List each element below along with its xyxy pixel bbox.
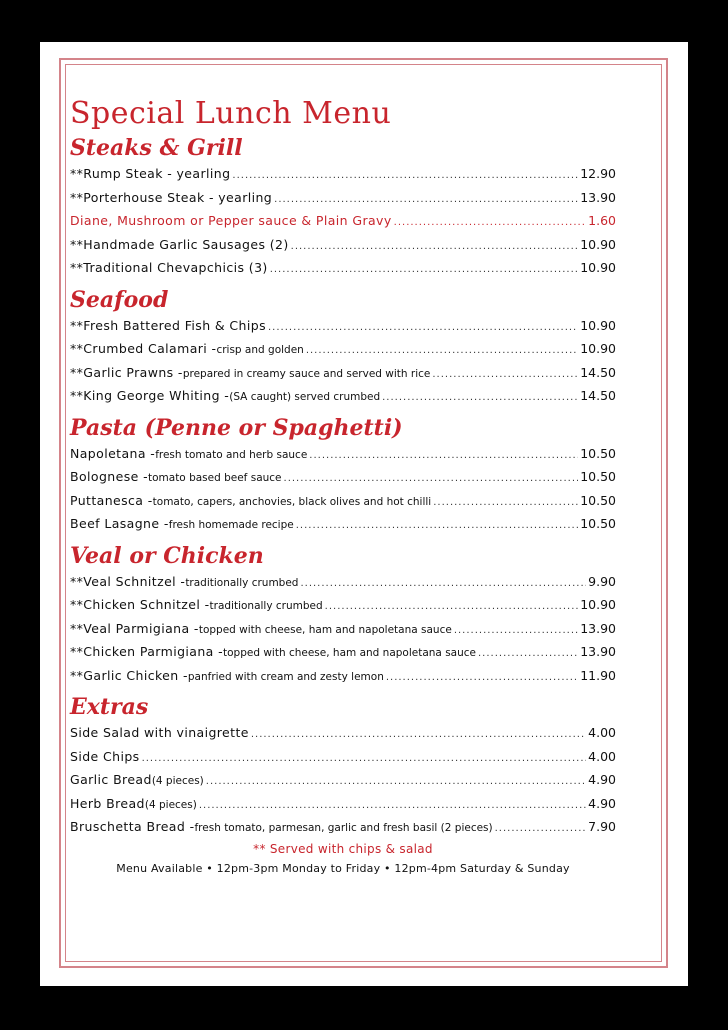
menu-item: Garlic Bread (4 pieces) ..... 4.90: [70, 768, 616, 792]
menu-item: **Porterhouse Steak - yearling ..... 13.90: [70, 186, 616, 210]
menu-item: Puttanesca - tomato, capers, anchovies, black olives and hot chilli ..... 10.50: [70, 489, 616, 513]
menu-item: **Veal Schnitzel - traditionally crumbed ..... 9.90: [70, 570, 616, 594]
section-heading-pasta: Pasta (Penne or Spaghetti): [70, 414, 403, 441]
section-heading-steaks: Steaks & Grill: [70, 135, 243, 161]
menu-item: Side Chips ..... 4.00: [70, 745, 616, 769]
menu-item: **Chicken Parmigiana - topped with cheese, ham and napoletana sauce ..... 13.90: [70, 640, 616, 664]
menu-item: **Veal Parmigiana - topped with cheese, ham and napoletana sauce ..... 13.90: [70, 617, 616, 641]
section-heading-seafood: Seafood: [70, 286, 169, 313]
availability-note: Menu Available • 12pm-3pm Monday to Friday • 12pm-4pm Saturday & Sunday: [116, 861, 570, 875]
menu-item: **Garlic Chicken - panfried with cream and zesty lemon ..... 11.90: [70, 664, 616, 688]
menu-content: [70, 94, 616, 879]
menu-item: **Handmade Garlic Sausages (2) ..... 10.90: [70, 233, 616, 257]
menu-item: Herb Bread (4 pieces) ..... 4.90: [70, 792, 616, 816]
menu-title: Special Lunch Menu: [70, 96, 392, 131]
menu-item: Bolognese - tomato based beef sauce ..... 10.50: [70, 465, 616, 489]
section-heading-veal-chicken: Veal or Chicken: [70, 542, 264, 569]
menu-item: **King George Whiting - (SA caught) served crumbed ..... 14.50: [70, 384, 616, 408]
menu-item: Beef Lasagne - fresh homemade recipe ..... 10.50: [70, 512, 616, 536]
menu-item: Bruschetta Bread - fresh tomato, parmesan, garlic and fresh basil (2 pieces) ..... 7.90: [70, 815, 616, 839]
section-heading-extras: Extras: [70, 694, 149, 720]
served-with-note: ** Served with chips & salad: [253, 841, 433, 856]
sauce-item: Diane, Mushroom or Pepper sauce & Plain Gravy ..... 1.60: [70, 209, 616, 233]
menu-item: **Rump Steak - yearling ..... 12.90: [70, 162, 616, 186]
menu-item: **Crumbed Calamari - crisp and golden ..... 10.90: [70, 337, 616, 361]
menu-item: **Chicken Schnitzel - traditionally crumbed ..... 10.90: [70, 593, 616, 617]
menu-item: **Traditional Chevapchicis (3) ..... 10.90: [70, 256, 616, 280]
menu-item: **Fresh Battered Fish & Chips ..... 10.90: [70, 314, 616, 338]
menu-item: Napoletana - fresh tomato and herb sauce ..... 10.50: [70, 442, 616, 466]
menu-item: Side Salad with vinaigrette ..... 4.00: [70, 721, 616, 745]
menu-item: **Garlic Prawns - prepared in creamy sauce and served with rice ..... 14.50: [70, 361, 616, 385]
